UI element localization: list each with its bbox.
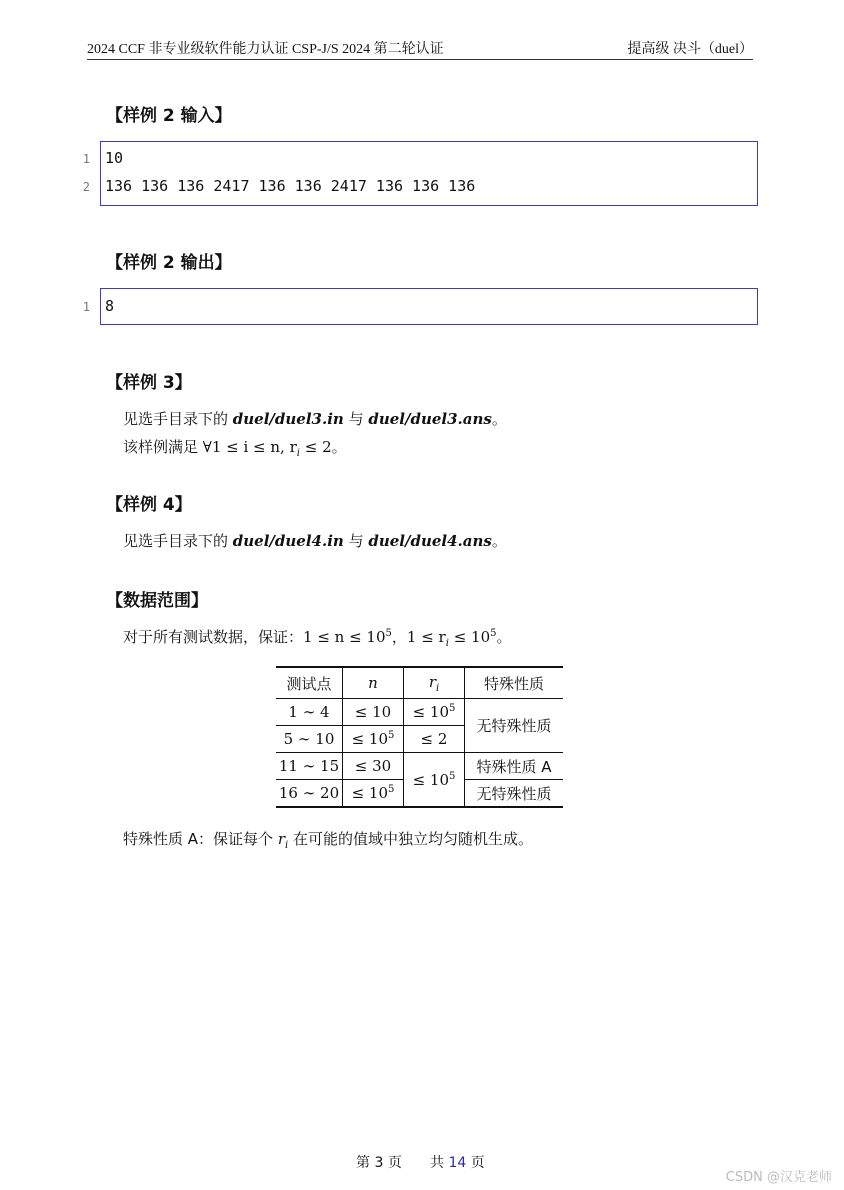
line-number: 1	[82, 300, 90, 314]
sample2-input-title: 【样例 2 输入】	[106, 106, 232, 126]
table-header-row	[276, 667, 563, 699]
text: 页	[466, 1155, 485, 1171]
math: r	[277, 830, 285, 848]
sample2-input-box	[100, 141, 758, 206]
sample4-files-line	[123, 530, 507, 551]
superscript: 5	[490, 628, 497, 639]
range-title: 【数据范围】	[106, 591, 208, 611]
math: ≤ 10	[351, 730, 389, 748]
math: ≤ 10	[351, 784, 389, 802]
superscript: 5	[388, 784, 395, 795]
sample2-output-box	[100, 288, 758, 325]
text: 与	[343, 410, 369, 428]
math: ≤ 2	[299, 438, 332, 456]
math: ≤ 10	[412, 703, 450, 721]
line-number: 2	[82, 180, 90, 194]
text: 第	[356, 1155, 375, 1171]
data-range-table	[276, 666, 563, 808]
cell: 1 ∼ 4	[276, 699, 343, 726]
superscript: 5	[449, 770, 456, 782]
sample3-constraint-line	[123, 436, 347, 459]
superscript: 5	[449, 703, 456, 714]
header-right: 提高级 决斗（duel）	[627, 42, 753, 57]
text: 。	[491, 410, 507, 428]
total-pages-link[interactable]: 14	[448, 1155, 467, 1171]
code-line: 10	[105, 149, 124, 167]
superscript: 5	[388, 730, 395, 741]
file-ans: duel/duel4.ans	[368, 532, 492, 550]
file-ans: duel/duel3.ans	[368, 410, 492, 428]
cell: 16 ∼ 20	[276, 780, 343, 808]
table-row	[276, 699, 563, 726]
cell: 无特殊性质	[465, 699, 564, 753]
math: ≤ 10	[448, 628, 491, 646]
code-line: 8	[105, 297, 115, 315]
text: 。	[491, 532, 507, 550]
sample3-files-line	[123, 408, 507, 429]
math: 1 ≤ n ≤ 10	[303, 628, 386, 646]
header-rule	[87, 59, 753, 60]
cell: 特殊性质 A	[465, 753, 564, 780]
text: 页	[383, 1155, 402, 1171]
subscript: i	[296, 448, 300, 459]
text: 在可能的值域中独立均匀随机生成。	[288, 830, 533, 848]
text: 该样例满足	[123, 438, 203, 456]
watermark: CSDN @汉克老师	[725, 1170, 832, 1185]
range-intro	[123, 626, 512, 649]
table-row	[276, 753, 563, 780]
cell	[404, 753, 465, 808]
text: 。	[331, 438, 347, 456]
math: ∀1 ≤ i ≤ n, r	[202, 438, 297, 456]
superscript: 5	[385, 628, 392, 639]
total-pages	[430, 1152, 485, 1172]
text: ，	[391, 628, 407, 646]
text: 与	[343, 532, 369, 550]
math: ≤ 10	[354, 703, 392, 721]
header-cell: n	[343, 667, 404, 699]
header-cell: 特殊性质	[465, 667, 564, 699]
text: 3	[374, 1155, 384, 1171]
cell	[404, 699, 465, 726]
cell: 无特殊性质	[465, 780, 564, 808]
line-number: 1	[82, 152, 90, 166]
math: 1 ≤ r	[406, 628, 446, 646]
subscript: i	[445, 638, 449, 649]
sample4-title: 【样例 4】	[106, 495, 192, 515]
special-property-note	[123, 828, 533, 851]
text: 对于所有测试数据，保证：	[123, 628, 304, 646]
cell: 11 ∼ 15	[276, 753, 343, 780]
math: ≤ 10	[412, 770, 450, 789]
header-left: 2024 CCF 非专业级软件能力认证 CSP-J/S 2024 第二轮认证	[87, 42, 444, 57]
sample2-output-title: 【样例 2 输出】	[106, 253, 232, 273]
cell	[343, 753, 404, 780]
cell	[404, 726, 465, 753]
math: r	[428, 672, 436, 691]
code-line: 136 136 136 2417 136 136 2417 136 136 136	[105, 177, 476, 195]
text: 特殊性质 A：保证每个	[123, 830, 278, 848]
math: ≤ 2	[420, 730, 448, 748]
subscript: i	[284, 840, 289, 851]
text: 见选手目录下的	[123, 532, 233, 550]
math: ≤ 30	[354, 757, 392, 775]
text: 。	[496, 628, 512, 646]
cell	[343, 726, 404, 753]
text: 见选手目录下的	[123, 410, 233, 428]
cell	[343, 780, 404, 808]
header-cell: 测试点	[276, 667, 343, 699]
file-in: duel/duel3.in	[232, 410, 344, 428]
header-cell	[404, 667, 465, 699]
page-number	[356, 1152, 402, 1172]
text: 共	[430, 1155, 449, 1171]
sample3-title: 【样例 3】	[106, 373, 192, 393]
cell: 5 ∼ 10	[276, 726, 343, 753]
subscript: i	[435, 682, 440, 694]
cell	[343, 699, 404, 726]
file-in: duel/duel4.in	[232, 532, 344, 550]
